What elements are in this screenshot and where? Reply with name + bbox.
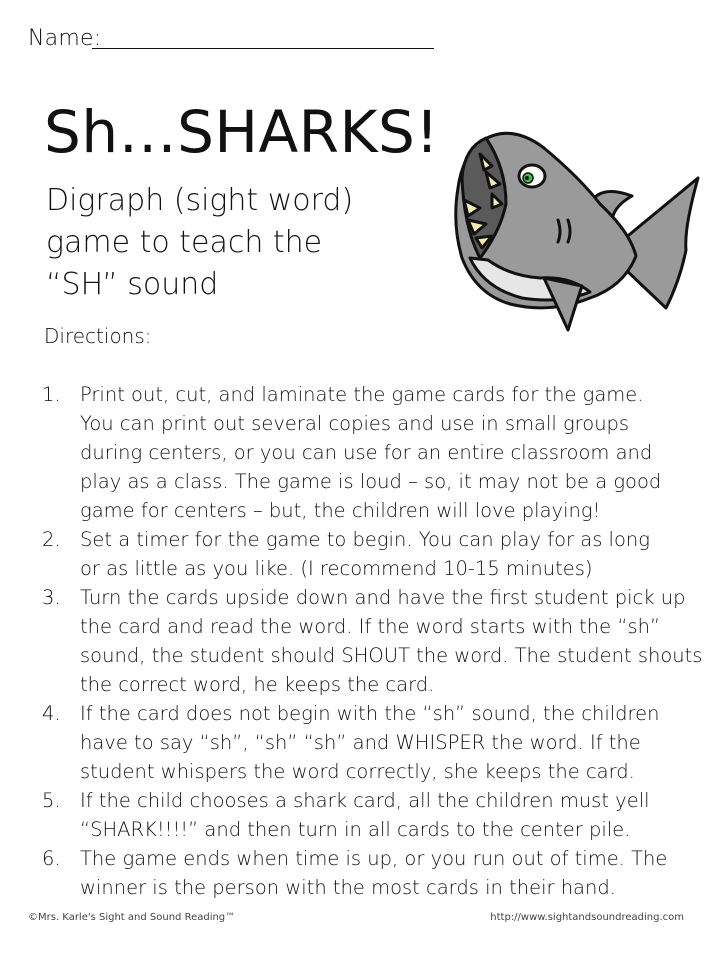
step-line: You can print out several copies and use in small groups <box>80 412 630 435</box>
step-text <box>80 844 700 902</box>
step-line: or as little as you like. (I recommend 10-15 minutes) <box>80 557 593 580</box>
list-item <box>40 583 703 699</box>
step-line: If the child chooses a shark card, all the children must yell <box>80 789 650 812</box>
step-text <box>80 525 700 583</box>
step-number: 4. <box>42 702 61 725</box>
list-item <box>40 525 700 583</box>
list-item <box>40 786 700 844</box>
step-line: have to say “sh”, “sh” “sh” and WHISPER the word. If the <box>80 731 641 754</box>
directions-list <box>40 380 703 902</box>
step-line: winner is the person with the most cards in their hand. <box>80 876 616 899</box>
list-item <box>40 844 700 902</box>
step-text <box>80 699 700 786</box>
step-number: 2. <box>42 528 61 551</box>
step-line: play as a class. The game is loud – so, it may not be a good <box>80 470 662 493</box>
step-line: game for centers – but, the children will love playing! <box>80 499 601 522</box>
page-title: Sh…SHARKS! <box>44 98 440 166</box>
step-line: If the card does not begin with the “sh” sound, the children <box>80 702 660 725</box>
copyright-notice: ©Mrs. Karle's Sight and Sound Reading™ <box>28 912 236 923</box>
step-line: student whispers the word correctly, she keeps the card. <box>80 760 635 783</box>
step-line: “SHARK!!!!” and then turn in all cards to the center pile. <box>80 818 631 841</box>
step-text <box>80 583 703 699</box>
step-line: Print out, cut, and laminate the game cards for the game. <box>80 383 644 406</box>
directions-heading: Directions: <box>44 324 152 348</box>
step-line: during centers, or you can use for an entire classroom and <box>80 441 653 464</box>
step-text <box>80 786 700 844</box>
subtitle-line: game to teach the <box>46 225 323 260</box>
name-label: Name: <box>28 26 102 51</box>
subtitle-line: Digraph (sight word) <box>46 183 354 218</box>
name-field <box>28 26 438 52</box>
step-line: the correct word, he keeps the card. <box>80 673 435 696</box>
step-text <box>80 380 700 525</box>
subtitle-line: “SH” sound <box>46 267 219 302</box>
step-number: 3. <box>42 586 61 609</box>
step-line: the card and read the word. If the word starts with the “sh” <box>80 615 661 638</box>
list-item <box>40 699 700 786</box>
step-line: sound, the student should SHOUT the word. The student shouts <box>80 644 703 667</box>
step-line: Turn the cards upside down and have the first student pick up <box>80 586 686 609</box>
step-number: 1. <box>42 383 61 406</box>
name-write-line <box>92 48 434 49</box>
website-link[interactable]: http://www.sightandsoundreading.com <box>490 912 684 923</box>
shark-icon <box>440 108 710 338</box>
step-number: 5. <box>42 789 61 812</box>
list-item <box>40 380 700 525</box>
subtitle <box>46 180 406 306</box>
step-line: Set a timer for the game to begin. You can play for as long <box>80 528 650 551</box>
step-line: The game ends when time is up, or you run out of time. The <box>80 847 668 870</box>
step-number: 6. <box>42 847 61 870</box>
